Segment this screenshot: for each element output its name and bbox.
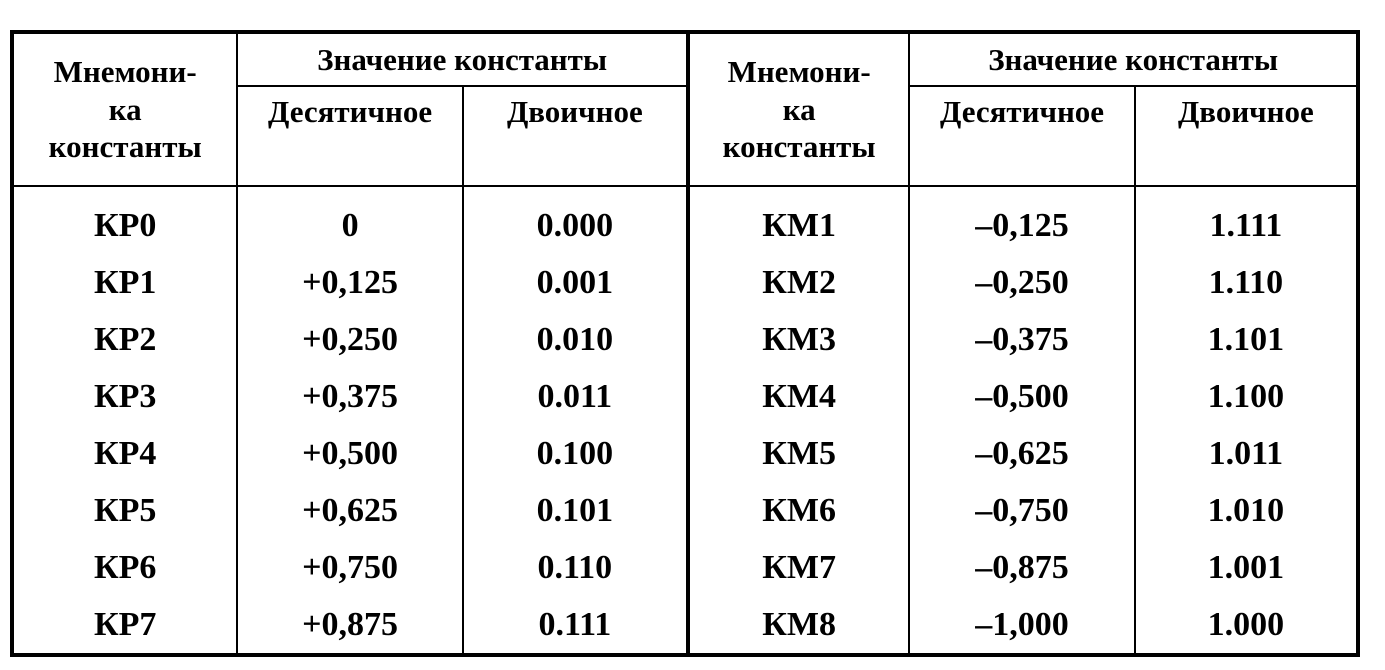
mnemonic-header-right: Мнемони- ка константы	[688, 32, 909, 186]
negative-mnemonic-cell: КМ2	[688, 254, 909, 311]
negative-mnemonic-cell: КМ1	[688, 186, 909, 254]
binary-header-right: Двоичное	[1135, 86, 1358, 186]
negative-decimal-cell: –1,000	[909, 596, 1134, 655]
positive-mnemonic-cell: КР5	[12, 482, 237, 539]
positive-decimal-cell: 0	[237, 186, 462, 254]
negative-decimal-cell: –0,625	[909, 425, 1134, 482]
table-header	[12, 32, 1358, 186]
table-row	[12, 254, 1358, 311]
negative-mnemonic-cell: КМ4	[688, 368, 909, 425]
negative-decimal-cell: –0,875	[909, 539, 1134, 596]
positive-decimal-cell: +0,375	[237, 368, 462, 425]
binary-header-left: Двоичное	[463, 86, 688, 186]
negative-mnemonic-cell: КМ8	[688, 596, 909, 655]
table-body	[12, 186, 1358, 655]
table-row	[12, 539, 1358, 596]
table-row	[12, 186, 1358, 254]
positive-decimal-cell: +0,250	[237, 311, 462, 368]
positive-mnemonic-cell: КР7	[12, 596, 237, 655]
table-row	[12, 425, 1358, 482]
table-row	[12, 311, 1358, 368]
negative-decimal-cell: –0,125	[909, 186, 1134, 254]
positive-mnemonic-cell: КР4	[12, 425, 237, 482]
negative-binary-cell: 1.011	[1135, 425, 1358, 482]
positive-decimal-cell: +0,125	[237, 254, 462, 311]
positive-mnemonic-cell: КР1	[12, 254, 237, 311]
table-row	[12, 596, 1358, 655]
positive-binary-cell: 0.000	[463, 186, 688, 254]
decimal-header-right: Десятичное	[909, 86, 1134, 186]
positive-decimal-cell: +0,875	[237, 596, 462, 655]
negative-binary-cell: 1.000	[1135, 596, 1358, 655]
positive-binary-cell: 0.110	[463, 539, 688, 596]
negative-mnemonic-cell: КМ7	[688, 539, 909, 596]
positive-binary-cell: 0.101	[463, 482, 688, 539]
positive-mnemonic-cell: КР6	[12, 539, 237, 596]
negative-decimal-cell: –0,250	[909, 254, 1134, 311]
negative-mnemonic-cell: КМ3	[688, 311, 909, 368]
negative-mnemonic-cell: КМ5	[688, 425, 909, 482]
negative-mnemonic-cell: КМ6	[688, 482, 909, 539]
value-group-header-right: Значение константы	[909, 32, 1358, 86]
mnemonic-header-left: Мнемони- ка константы	[12, 32, 237, 186]
negative-decimal-cell: –0,500	[909, 368, 1134, 425]
negative-binary-cell: 1.111	[1135, 186, 1358, 254]
table-row	[12, 482, 1358, 539]
negative-binary-cell: 1.010	[1135, 482, 1358, 539]
table-row	[12, 368, 1358, 425]
positive-binary-cell: 0.111	[463, 596, 688, 655]
positive-decimal-cell: +0,500	[237, 425, 462, 482]
positive-binary-cell: 0.010	[463, 311, 688, 368]
negative-binary-cell: 1.001	[1135, 539, 1358, 596]
positive-decimal-cell: +0,625	[237, 482, 462, 539]
positive-binary-cell: 0.001	[463, 254, 688, 311]
positive-binary-cell: 0.011	[463, 368, 688, 425]
positive-mnemonic-cell: КР0	[12, 186, 237, 254]
negative-decimal-cell: –0,375	[909, 311, 1134, 368]
value-group-header-left: Значение константы	[237, 32, 688, 86]
negative-binary-cell: 1.110	[1135, 254, 1358, 311]
negative-binary-cell: 1.101	[1135, 311, 1358, 368]
positive-mnemonic-cell: КР2	[12, 311, 237, 368]
positive-decimal-cell: +0,750	[237, 539, 462, 596]
positive-binary-cell: 0.100	[463, 425, 688, 482]
decimal-header-left: Десятичное	[237, 86, 462, 186]
negative-binary-cell: 1.100	[1135, 368, 1358, 425]
positive-mnemonic-cell: КР3	[12, 368, 237, 425]
negative-decimal-cell: –0,750	[909, 482, 1134, 539]
constants-table	[10, 30, 1360, 657]
